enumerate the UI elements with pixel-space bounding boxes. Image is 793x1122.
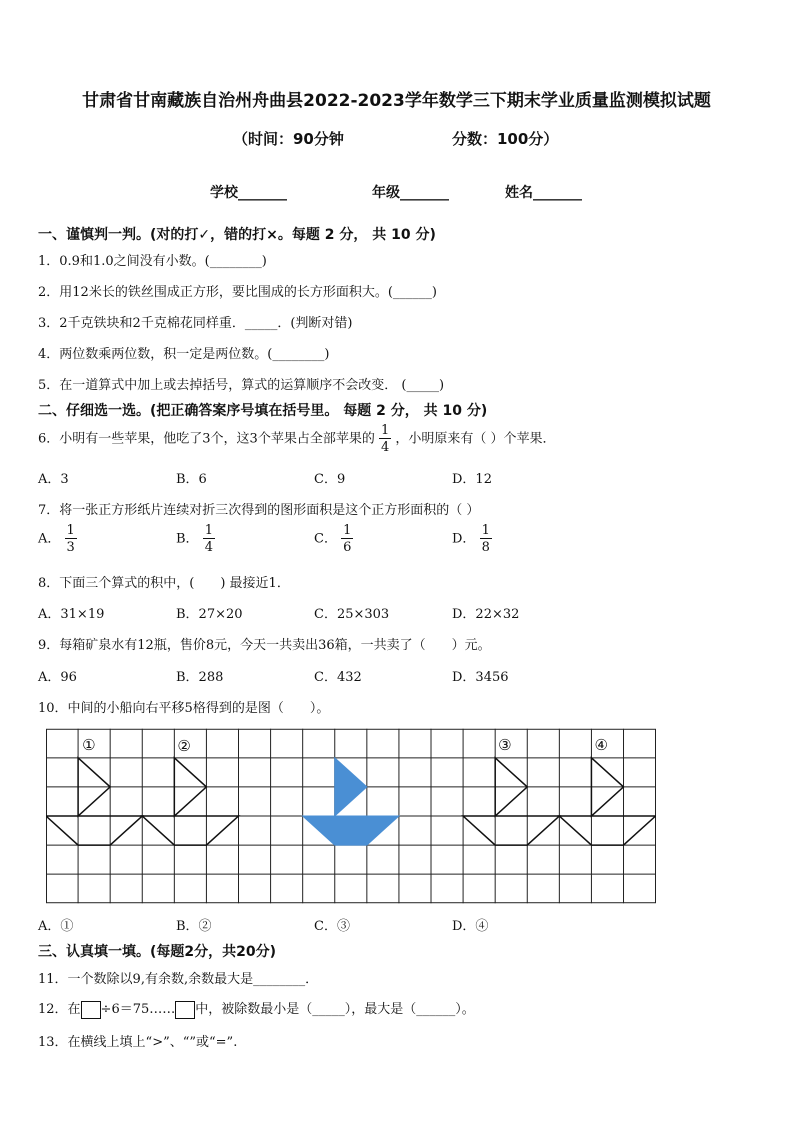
boat-figure-3 [463,758,559,845]
question-6 [38,424,556,454]
fraction [379,424,391,454]
q6-option-a: A．3 [38,472,69,487]
question-10: 10．中间的小船向右平移5格得到的是图（ ）。 [38,701,330,716]
question-6-text-after: ，小明原来有（ ）个苹果． [395,431,556,447]
q8-option-d: D．22×32 [452,607,520,622]
q9-option-d: D．3456 [452,670,509,685]
figure-label-1: ① [82,735,96,754]
question-9: 9．每箱矿泉水有12瓶，售价8元，今天一共卖出36箱，一共卖了（ ）元。 [38,638,491,653]
q6-option-b: B．6 [176,472,207,487]
q8-option-c: C．25×303 [314,607,390,622]
boat-grid-figure [46,728,656,904]
boat-figure-4 [559,758,655,845]
fraction-numerator: 1 [481,523,490,538]
q9-option-a: A．96 [38,670,77,685]
fraction-denominator: 3 [66,540,75,555]
fraction-numerator: 1 [380,423,390,438]
question-12-text-b: ÷6＝75…… [100,1002,176,1017]
question-4: 4．两位数乘两位数，积一定是两位数。(________) [38,347,330,362]
question-3: 3．2千克铁块和2千克棉花同样重．_____．(判断对错) [38,316,353,331]
q10-option-b: B．② [176,919,212,934]
fraction-numerator: 1 [343,523,352,538]
figure-label-4: ④ [594,735,608,754]
q7-option-d [452,524,492,554]
fraction-denominator: 6 [343,540,352,555]
fraction [480,524,492,554]
question-5: 5．在一道算式中加上或去掉括号，算式的运算顺序不会改变． (_____) [38,378,445,393]
center-boat-figure [303,758,399,845]
question-12-text-c: 中，被除数最小是（_____），最大是（______）。 [195,1002,475,1017]
figure-label-3: ③ [498,735,512,754]
question-12 [38,998,475,1019]
q10-option-c: C．③ [314,919,350,934]
q9-option-b: B．288 [176,670,224,685]
q8-option-a: A．31×19 [38,607,105,622]
option-label: A． [38,531,61,547]
blank-box [81,1001,101,1019]
school-field: 学校_______ [210,185,287,201]
q8-option-b: B．27×20 [176,607,243,622]
exam-time: （时间：90分钟 [233,130,344,148]
q10-option-a: A．① [38,919,74,934]
option-label: C． [314,531,337,547]
section-3-header: 三、认真填一填。(每题2分，共20分) [38,944,277,960]
fraction-denominator: 4 [204,540,213,555]
question-11: 11．一个数除以9,有余数,余数最大是________． [38,972,319,987]
question-13: 13．在横线上填上“>”、“”或“=”. [38,1035,238,1050]
question-8: 8．下面三个算式的积中，( ) 最接近1． [38,576,290,591]
q7-option-b [176,524,215,554]
fraction [65,524,77,554]
q6-option-d: D．12 [452,472,492,487]
figure-label-2: ② [177,736,191,755]
fraction [203,524,215,554]
q10-option-d: D．④ [452,919,489,934]
exam-score: 分数：100分） [452,130,559,148]
question-12-text-a: 12．在 [38,1002,81,1017]
fraction-denominator: 4 [380,440,390,455]
page-title: 甘肃省甘南藏族自治州舟曲县2022-2023学年数学三下期末学业质量监测模拟试题 [82,91,711,111]
q7-option-a [38,524,77,554]
q7-option-c [314,524,353,554]
fraction [341,524,353,554]
question-7: 7．将一张正方形纸片连续对折三次得到的图形面积是这个正方形面积的（ ） [38,503,480,518]
question-1: 1．0.9和1.0之间没有小数。(________) [38,254,267,269]
q9-option-c: C．432 [314,670,362,685]
q6-option-c: C．9 [314,472,346,487]
boat-figure-2 [142,758,238,845]
boat-figure-1 [46,758,142,845]
section-2-header: 二、仔细选一选。(把正确答案序号填在括号里。 每题 2 分， 共 10 分) [38,403,488,419]
option-label: D． [452,531,476,547]
section-1-header: 一、谨慎判一判。(对的打✓，错的打×。每题 2 分， 共 10 分) [38,227,436,243]
fraction-numerator: 1 [66,523,75,538]
question-6-text-before: 6．小明有一些苹果，他吃了3个，这3个苹果占全部苹果的 [38,431,375,447]
question-2: 2．用12米长的铁丝围成正方形，要比围成的长方形面积大。(______) [38,285,437,300]
name-field: 姓名_______ [505,185,582,201]
grade-field: 年级_______ [372,185,449,201]
blank-box [175,1001,195,1019]
fraction-denominator: 8 [481,540,490,555]
option-label: B． [176,531,199,547]
fraction-numerator: 1 [204,523,213,538]
